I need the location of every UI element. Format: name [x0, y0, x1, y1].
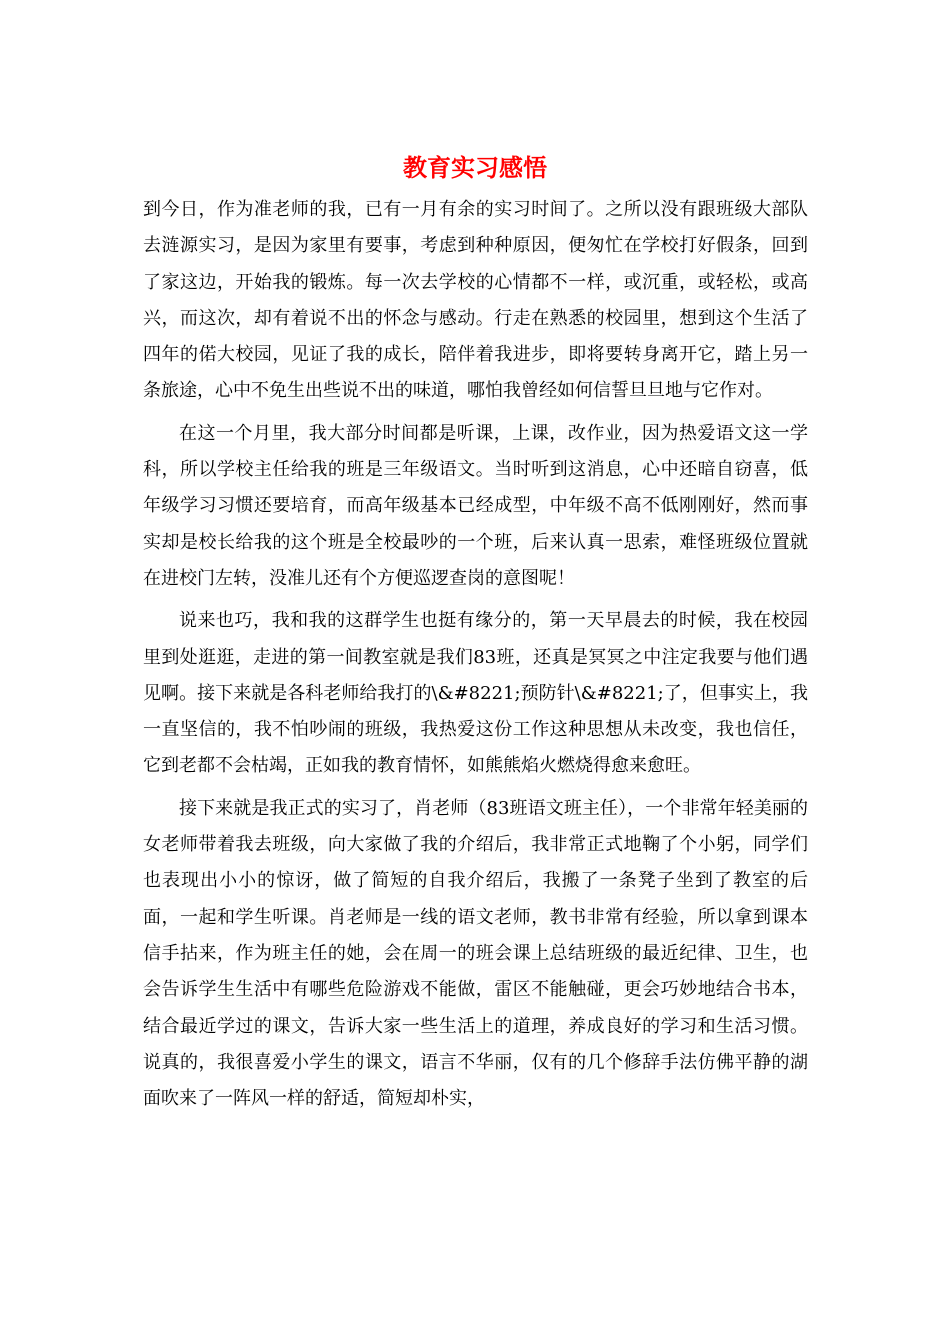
- document-body: [143, 192, 808, 1123]
- paragraph-1: 到今日，作为准老师的我，已有一月有余的实习时间了。之所以没有跟班级大部队去涟源实习，是因为家里有要事，考虑到种种原因，便匆忙在学校打好假条，回到了家这边，开始我的锻炼。每一次去学校的心情都不一样，或沉重，或轻松，或高兴，而这次，却有着说不出的怀念与感动。行走在熟悉的校园里，想到这个生活了四年的偌大校园，见证了我的成长，陪伴着我进步，即将要转身离开它，踏上另一条旅途，心中不免生出些说不出的味道，哪怕我曾经如何信誓旦旦地与它作对。: [143, 199, 808, 402]
- paragraph-3: 说来也巧，我和我的这群学生也挺有缘分的，第一天早晨去的时候，我在校园里到处逛逛，走进的第一间教室就是我们83班，还真是冥冥之中注定我要与他们遇见啊。接下来就是各科老师给我打的\&#8221;预防针\&#8221;了，但事实上，我一直坚信的，我不怕吵闹的班级，我热爱这份工作这种思想从未改变，我也信任，它到老都不会枯竭，正如我的教育情怀，如熊熊焰火燃烧得愈来愈旺。: [143, 610, 808, 777]
- paragraph-4: 接下来就是我正式的实习了，肖老师（83班语文班主任），一个非常年轻美丽的女老师带着我去班级，向大家做了我的介绍后，我非常正式地鞠了个小躬，同学们也表现出小小的惊讶，做了简短的自我介绍后，我搬了一条凳子坐到了教室的后面，一起和学生听课。肖老师是一线的语文老师，教书非常有经验，所以拿到课本信手拈来，作为班主任的她，会在周一的班会课上总结班级的最近纪律、卫生，也会告诉学生生活中有哪些危险游戏不能做，雷区不能触碰，更会巧妙地结合书本，结合最近学过的课文，告诉大家一些生活上的道理，养成良好的学习和生活习惯。说真的，我很喜爱小学生的课文，语言不华丽，仅有的几个修辞手法仿佛平静的湖面吹来了一阵风一样的舒适，简短却朴实，: [143, 797, 808, 1110]
- document-title: 教育实习感悟: [403, 153, 547, 182]
- paragraph-2: 在这一个月里，我大部分时间都是听课，上课，改作业，因为热爱语文这一学科，所以学校主任给我的班是三年级语文。当时听到这消息，心中还暗自窃喜，低年级学习习惯还要培育，而高年级基本已经成型，中年级不高不低刚刚好，然而事实却是校长给我的这个班是全校最吵的一个班，后来认真一思索，难怪班级位置就在进校门左转，没准儿还有个方便巡逻查岗的意图呢！: [143, 422, 808, 589]
